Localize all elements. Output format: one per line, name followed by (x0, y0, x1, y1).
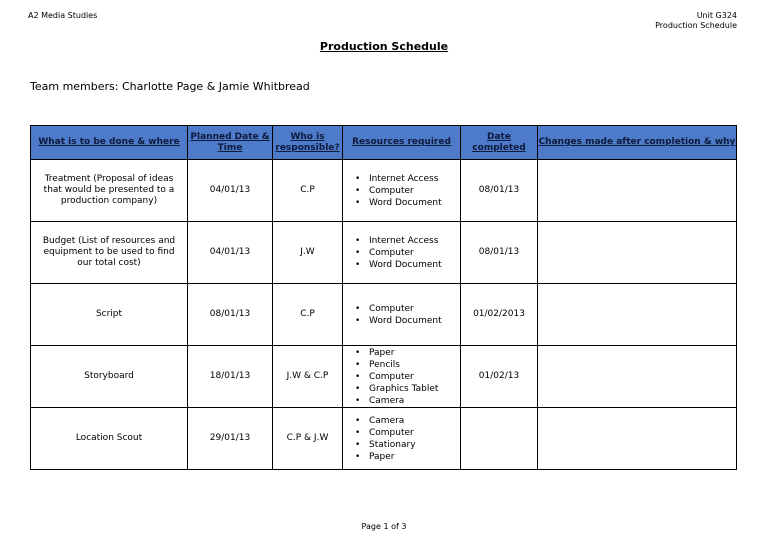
responsible-cell: C.P (273, 284, 343, 346)
resource-item: • Word Document (351, 315, 460, 327)
resource-item: • Internet Access (351, 235, 460, 247)
planned-date-cell: 18/01/13 (188, 346, 273, 408)
resource-item: • Computer (351, 303, 460, 315)
resource-item: • Computer (351, 427, 460, 439)
planned-date-cell: 04/01/13 (188, 222, 273, 284)
changes-cell (538, 408, 737, 470)
resources-list (351, 347, 460, 407)
responsible-cell: J.W (273, 222, 343, 284)
resource-item: • Word Document (351, 259, 460, 271)
header-unit (655, 11, 737, 31)
resources-cell (343, 408, 461, 470)
changes-cell (538, 222, 737, 284)
column-header-planned: Planned Date & Time (188, 126, 273, 160)
production-schedule-table (30, 125, 737, 470)
resource-item: • Camera (351, 415, 460, 427)
header-unit-code: Unit G324 (696, 11, 737, 20)
resource-item: • Internet Access (351, 173, 460, 185)
resources-list (351, 173, 460, 209)
responsible-cell: C.P (273, 160, 343, 222)
table-row (31, 408, 737, 470)
resource-item: • Pencils (351, 359, 460, 371)
table-row (31, 284, 737, 346)
column-header-changes: Changes made after completion & why (538, 126, 737, 160)
resources-cell (343, 284, 461, 346)
responsible-cell: C.P & J.W (273, 408, 343, 470)
resources-cell (343, 346, 461, 408)
table-header-row (31, 126, 737, 160)
table-row (31, 160, 737, 222)
column-header-who: Who is responsible? (273, 126, 343, 160)
table-row (31, 346, 737, 408)
resource-item: • Paper (351, 347, 460, 359)
task-cell: Script (31, 284, 188, 346)
resource-item: • Graphics Tablet (351, 383, 460, 395)
date-completed-cell: 01/02/2013 (461, 284, 538, 346)
planned-date-cell: 04/01/13 (188, 160, 273, 222)
date-completed-cell (461, 408, 538, 470)
column-header-resources: Resources required (343, 126, 461, 160)
header-doc-name: Production Schedule (655, 21, 737, 30)
team-members: Team members: Charlotte Page & Jamie Whitbread (30, 80, 310, 93)
date-completed-cell: 08/01/13 (461, 222, 538, 284)
changes-cell (538, 284, 737, 346)
resources-cell (343, 160, 461, 222)
task-cell: Storyboard (31, 346, 188, 408)
resource-item: • Word Document (351, 197, 460, 209)
resources-cell (343, 222, 461, 284)
column-header-completed: Date completed (461, 126, 538, 160)
date-completed-cell: 08/01/13 (461, 160, 538, 222)
resource-item: • Camera (351, 395, 460, 407)
table-row (31, 222, 737, 284)
resource-item: • Computer (351, 185, 460, 197)
header-course: A2 Media Studies (28, 11, 98, 20)
page-number: Page 1 of 3 (361, 522, 407, 531)
task-cell: Location Scout (31, 408, 188, 470)
resource-item: • Paper (351, 451, 460, 463)
resources-list (351, 235, 460, 271)
resource-item: • Computer (351, 247, 460, 259)
resource-item: • Computer (351, 371, 460, 383)
page-title: Production Schedule (319, 40, 449, 53)
task-cell: Treatment (Proposal of ideas that would be presented to a production company) (31, 160, 188, 222)
task-cell: Budget (List of resources and equipment to be used to find our total cost) (31, 222, 188, 284)
resource-item: • Stationary (351, 439, 460, 451)
resources-list (351, 303, 460, 327)
column-header-task: What is to be done & where (31, 126, 188, 160)
changes-cell (538, 346, 737, 408)
changes-cell (538, 160, 737, 222)
resources-list (351, 415, 460, 463)
responsible-cell: J.W & C.P (273, 346, 343, 408)
planned-date-cell: 08/01/13 (188, 284, 273, 346)
date-completed-cell: 01/02/13 (461, 346, 538, 408)
planned-date-cell: 29/01/13 (188, 408, 273, 470)
